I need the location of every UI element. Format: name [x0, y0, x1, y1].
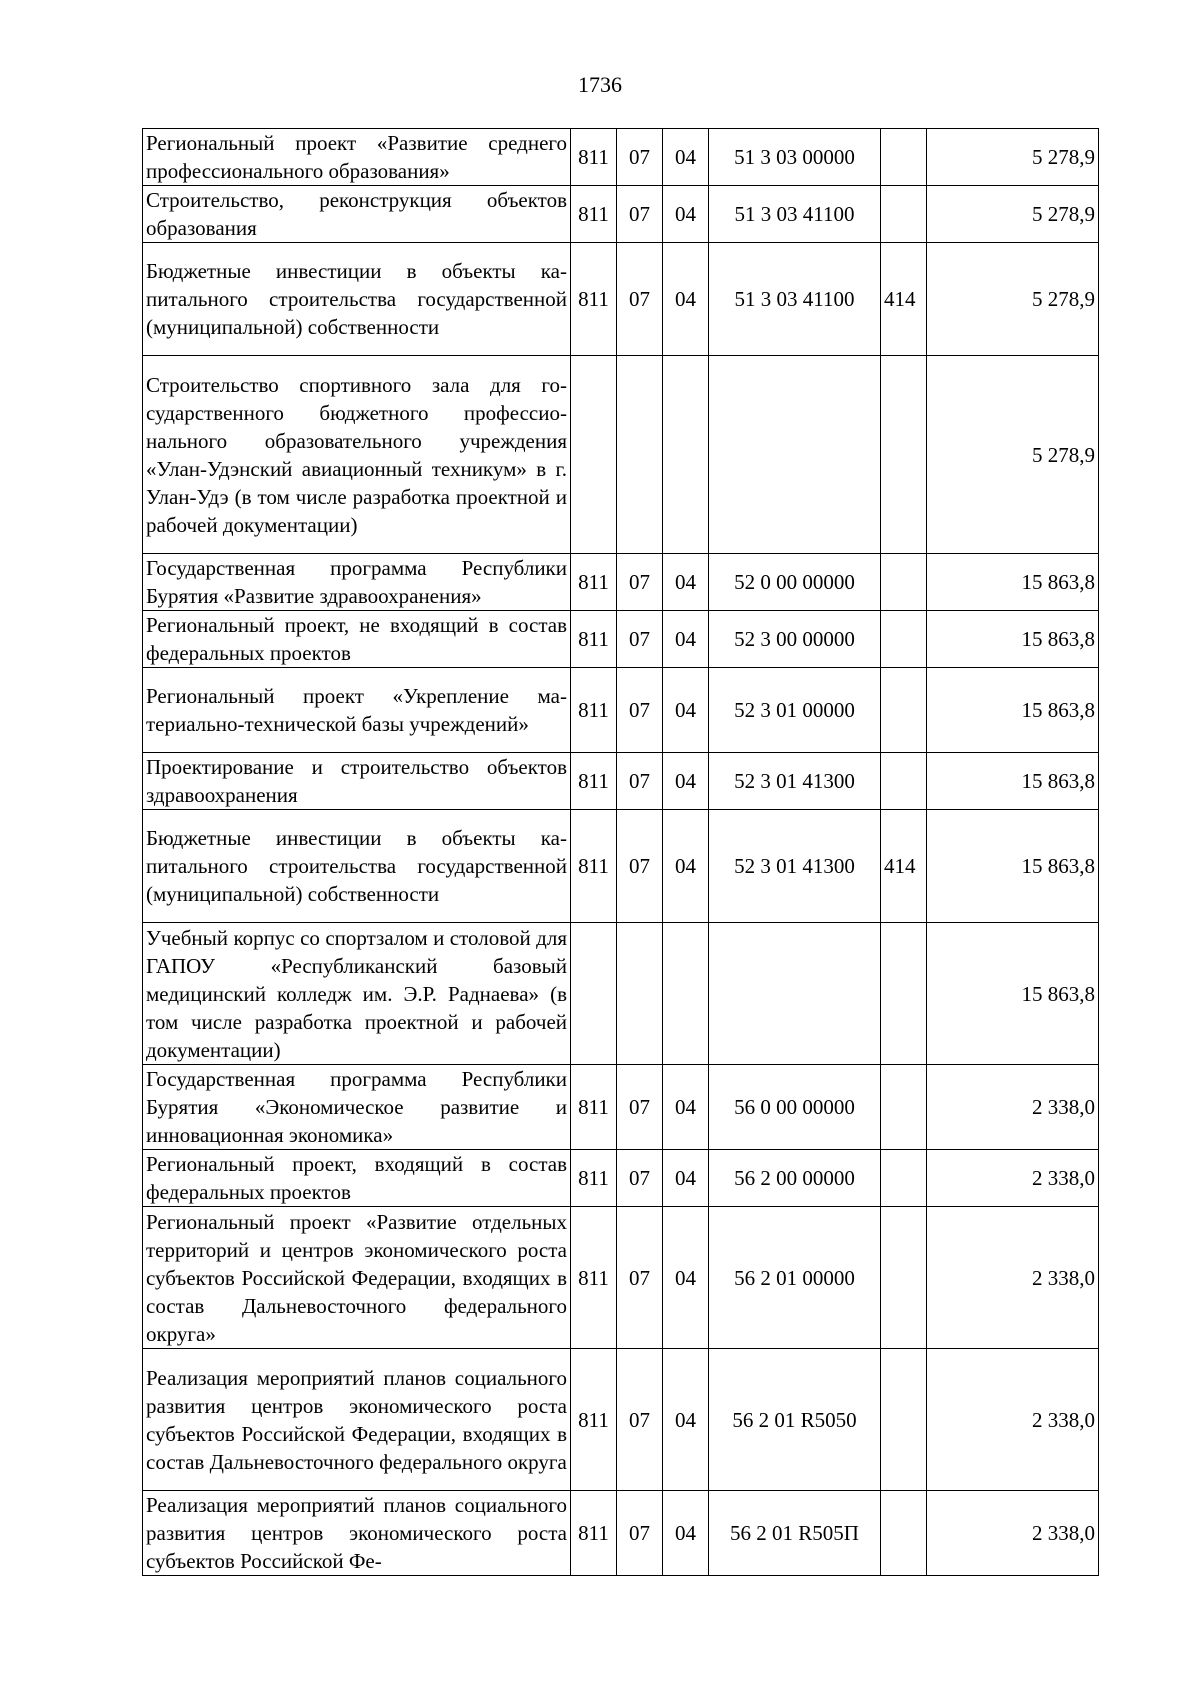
row-ved-code: 811 — [571, 1207, 617, 1349]
budget-table — [142, 128, 1099, 1576]
row-expense-type — [881, 1065, 927, 1150]
row-target-code: 52 3 01 41300 — [709, 753, 881, 810]
row-section-code — [617, 923, 663, 1065]
row-name: Региональный проект «Развитие среднего профессионального образования» — [143, 129, 571, 186]
row-expense-type — [881, 1491, 927, 1576]
row-name: Региональный проект «Укрепление материально-технической базы учреждений» — [143, 668, 571, 753]
row-name: Строительство спортивного зала для государственного бюджетного профессионального образовательного учреждения «Улан-Удэнский авиационный техникум» в г. Улан-Удэ (в том числе разработка проектной и рабочей документации) — [143, 356, 571, 554]
table-row — [143, 753, 1099, 810]
row-subsection-code: 04 — [663, 1491, 709, 1576]
row-amount: 2 338,0 — [927, 1065, 1099, 1150]
row-expense-type — [881, 1207, 927, 1349]
row-section-code: 07 — [617, 186, 663, 243]
row-name: Региональный проект, входящий в состав федеральных проектов — [143, 1150, 571, 1207]
row-section-code: 07 — [617, 1491, 663, 1576]
row-section-code: 07 — [617, 243, 663, 356]
row-expense-type — [881, 611, 927, 668]
row-target-code: 51 3 03 41100 — [709, 243, 881, 356]
row-expense-type — [881, 1349, 927, 1491]
row-ved-code: 811 — [571, 186, 617, 243]
row-section-code: 07 — [617, 129, 663, 186]
row-amount: 5 278,9 — [927, 186, 1099, 243]
row-target-code: 52 3 00 00000 — [709, 611, 881, 668]
table-row — [143, 243, 1099, 356]
table-row — [143, 1349, 1099, 1491]
row-section-code: 07 — [617, 611, 663, 668]
row-ved-code: 811 — [571, 554, 617, 611]
row-target-code: 56 2 01 R505П — [709, 1491, 881, 1576]
row-subsection-code: 04 — [663, 554, 709, 611]
row-ved-code: 811 — [571, 1349, 617, 1491]
row-amount: 2 338,0 — [927, 1207, 1099, 1349]
row-expense-type — [881, 753, 927, 810]
row-section-code: 07 — [617, 1150, 663, 1207]
table-row — [143, 1491, 1099, 1576]
row-name: Государственная программа Республики Бурятия «Развитие здравоохранения» — [143, 554, 571, 611]
table-row — [143, 668, 1099, 753]
row-subsection-code: 04 — [663, 1150, 709, 1207]
row-subsection-code: 04 — [663, 186, 709, 243]
row-subsection-code: 04 — [663, 753, 709, 810]
table-row — [143, 1207, 1099, 1349]
row-target-code: 51 3 03 41100 — [709, 186, 881, 243]
row-section-code: 07 — [617, 668, 663, 753]
row-target-code — [709, 923, 881, 1065]
row-name: Региональный проект, не входящий в состав федеральных проектов — [143, 611, 571, 668]
row-amount: 15 863,8 — [927, 923, 1099, 1065]
table-row — [143, 554, 1099, 611]
row-ved-code: 811 — [571, 1491, 617, 1576]
row-subsection-code: 04 — [663, 611, 709, 668]
table-row — [143, 356, 1099, 554]
row-expense-type: 414 — [881, 810, 927, 923]
row-expense-type: 414 — [881, 243, 927, 356]
row-expense-type — [881, 356, 927, 554]
row-target-code — [709, 356, 881, 554]
row-ved-code: 811 — [571, 668, 617, 753]
row-subsection-code: 04 — [663, 1065, 709, 1150]
row-amount: 15 863,8 — [927, 668, 1099, 753]
table-row — [143, 611, 1099, 668]
row-target-code: 51 3 03 00000 — [709, 129, 881, 186]
row-subsection-code: 04 — [663, 243, 709, 356]
row-ved-code — [571, 923, 617, 1065]
table-row — [143, 129, 1099, 186]
row-section-code: 07 — [617, 1207, 663, 1349]
row-target-code: 52 3 01 00000 — [709, 668, 881, 753]
table-body — [143, 129, 1099, 1576]
row-name: Учебный корпус со спортзалом и столовой для ГАПОУ «Республиканский базовый медицинский колледж им. Э.Р. Раднаева» (в том числе разработка проектной и рабочей документации) — [143, 923, 571, 1065]
row-amount: 15 863,8 — [927, 611, 1099, 668]
row-amount: 5 278,9 — [927, 129, 1099, 186]
row-section-code — [617, 356, 663, 554]
row-amount: 2 338,0 — [927, 1150, 1099, 1207]
row-section-code: 07 — [617, 1065, 663, 1150]
row-target-code: 56 0 00 00000 — [709, 1065, 881, 1150]
row-name: Реализация мероприятий планов социального развития центров экономического роста субъектов Российской Федерации, входящих в состав Дальневосточного федерального округа — [143, 1349, 571, 1491]
table-row — [143, 810, 1099, 923]
row-expense-type — [881, 129, 927, 186]
row-ved-code: 811 — [571, 753, 617, 810]
page-number: 1736 — [578, 72, 622, 97]
row-name: Бюджетные инвестиции в объекты капитального строительства государственной (муниципальной) собственности — [143, 243, 571, 356]
row-section-code: 07 — [617, 810, 663, 923]
row-subsection-code: 04 — [663, 1207, 709, 1349]
row-target-code: 52 3 01 41300 — [709, 810, 881, 923]
row-target-code: 56 2 00 00000 — [709, 1150, 881, 1207]
row-subsection-code — [663, 356, 709, 554]
row-name: Региональный проект «Развитие отдельных территорий и центров экономического роста субъектов Российской Федерации, входящих в состав Дальневосточного федерального округа» — [143, 1207, 571, 1349]
row-ved-code: 811 — [571, 243, 617, 356]
row-ved-code — [571, 356, 617, 554]
row-amount: 15 863,8 — [927, 810, 1099, 923]
table-row — [143, 923, 1099, 1065]
table-row — [143, 186, 1099, 243]
row-subsection-code: 04 — [663, 129, 709, 186]
row-name: Строительство, реконструкция объектов образования — [143, 186, 571, 243]
row-name: Бюджетные инвестиции в объекты капитального строительства государственной (муниципальной) собственности — [143, 810, 571, 923]
row-ved-code: 811 — [571, 129, 617, 186]
row-section-code: 07 — [617, 554, 663, 611]
row-amount: 2 338,0 — [927, 1491, 1099, 1576]
table-row — [143, 1150, 1099, 1207]
row-target-code: 52 0 00 00000 — [709, 554, 881, 611]
row-expense-type — [881, 554, 927, 611]
row-subsection-code: 04 — [663, 810, 709, 923]
row-ved-code: 811 — [571, 1150, 617, 1207]
row-expense-type — [881, 186, 927, 243]
row-name: Проектирование и строительство объектов здравоохранения — [143, 753, 571, 810]
row-amount: 15 863,8 — [927, 554, 1099, 611]
row-ved-code: 811 — [571, 611, 617, 668]
row-ved-code: 811 — [571, 1065, 617, 1150]
row-subsection-code: 04 — [663, 1349, 709, 1491]
row-amount: 15 863,8 — [927, 753, 1099, 810]
row-ved-code: 811 — [571, 810, 617, 923]
table-row — [143, 1065, 1099, 1150]
row-section-code: 07 — [617, 1349, 663, 1491]
row-expense-type — [881, 923, 927, 1065]
row-amount: 5 278,9 — [927, 356, 1099, 554]
row-amount: 2 338,0 — [927, 1349, 1099, 1491]
row-amount: 5 278,9 — [927, 243, 1099, 356]
row-subsection-code: 04 — [663, 668, 709, 753]
row-name: Государственная программа Республики Бурятия «Экономическое развитие и инновационная экономика» — [143, 1065, 571, 1150]
row-section-code: 07 — [617, 753, 663, 810]
row-expense-type — [881, 668, 927, 753]
row-name: Реализация мероприятий планов социального развития центров экономического роста субъектов Российской Фе- — [143, 1491, 571, 1576]
row-target-code: 56 2 01 00000 — [709, 1207, 881, 1349]
row-expense-type — [881, 1150, 927, 1207]
row-subsection-code — [663, 923, 709, 1065]
row-target-code: 56 2 01 R5050 — [709, 1349, 881, 1491]
